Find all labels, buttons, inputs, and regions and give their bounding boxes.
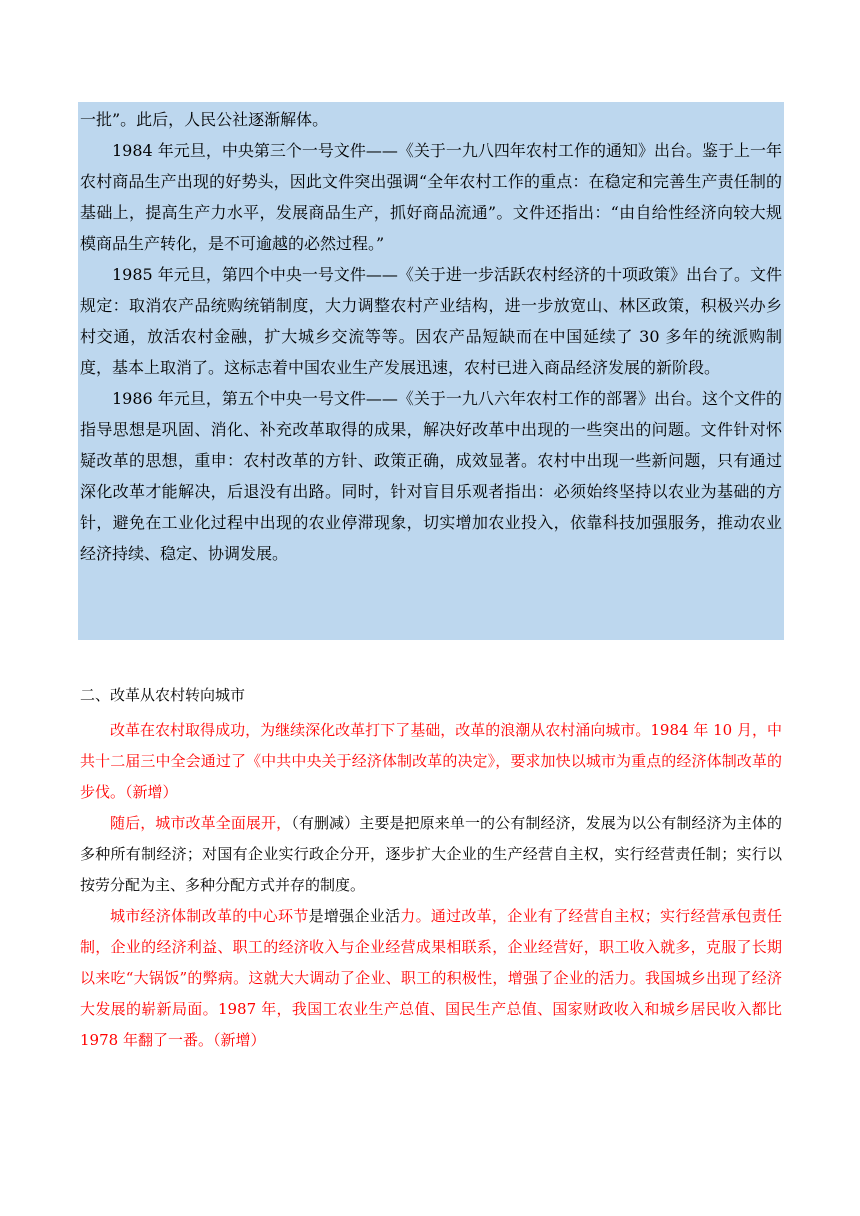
paragraph-enterprise-vitality [80,901,782,1056]
paragraph-reform-city: 改革在农村取得成功，为继续深化改革打下了基础，改革的浪潮从农村涌向城市。1984 年 10 月，中共十二届三中全会通过了《中共中央关于经济体制改革的决定》，要求加快以城市为重点的经济体制改革的步伐。（新增） [80,721,782,801]
section-body [80,715,782,1056]
paragraph-1986: 1986 年元旦，第五个中央一号文件——《关于一九八六年农村工作的部署》出台。这个文件的指导思想是巩固、消化、补充改革取得的成果，解决好改革中出现的一些突出的问题。文件针对怀疑改革的思想，重申：农村改革的方针、政策正确，成效显著。农村中出现一些新问题，只有通过深化改革才能解决，后退没有出路。同时，针对盲目乐观者指出：必须始终坚持以农业为基础的方针，避免在工业化过程中出现的农业停滞现象，切实增加农业投入，依靠科技加强服务，推动农业经济持续、稳定、协调发展。 [80,389,782,563]
section-heading: 二、改革从农村转向城市 [80,686,246,704]
paragraph-1985: 1985 年元旦，第四个中央一号文件——《关于进一步活跃农村经济的十项政策》出台了。文件规定：取消农产品统购统销制度，大力调整农村产业结构，进一步放宽山、林区政策，积极兴办乡村交通，放活农村金融，扩大城乡交流等等。因农产品短缺而在中国延续了 30 多年的统派购制度，基本上取消了。这标志着中国农业生产发展迅速，农村已进入商品经济发展的新阶段。 [80,265,782,377]
text-red-segment: 城市经济体制改革的中心环节 [110,907,309,925]
highlighted-text-block [78,102,784,640]
text-red-segment: 力。通过改革，企业有了经营自主权；实行经营承包责任制，企业的经济利益、职工的经济收入与企业经营成果相联系，企业经营好，职工收入就多，克服了长期以来吃“大锅饭”的弊病。这就大大调动了企业、职工的积极性，增强了企业的活力。我国城乡出现了经济大发展的崭新局面。1987 年，我国工农业生产总值、国民生产总值、国家财政收入和城乡居民收入都比 1978 年翻了一番。（新增） [80,907,782,1049]
paragraph-commune: 一批”。此后，人民公社逐渐解体。 [80,110,329,129]
text-black-segment: 是增强企业活 [308,907,401,925]
text-red-segment: 随后，城市改革全面展开， [110,814,292,832]
paragraph-urban-reform [80,808,782,901]
paragraph-1984: 1984 年元旦，中央第三个一号文件——《关于一九八四年农村工作的通知》出台。鉴于上一年农村商品生产出现的好势头，因此文件突出强调“全年农村工作的重点：在稳定和完善生产责任制的基础上，提高生产力水平，发展商品生产，抓好商品流通”。文件还指出：“由自给性经济向较大规模商品生产转化，是不可逾越的必然过程。” [80,141,782,253]
text-black-segment: （有删减）主要是把原来单一的公有制经济，发展为以公有制经济为主体的多种所有制经济；对国有企业实行政企分开，逐步扩大企业的生产经营自主权，实行经营责任制；实行以按劳分配为主、多种分配方式并存的制度。 [80,814,782,894]
